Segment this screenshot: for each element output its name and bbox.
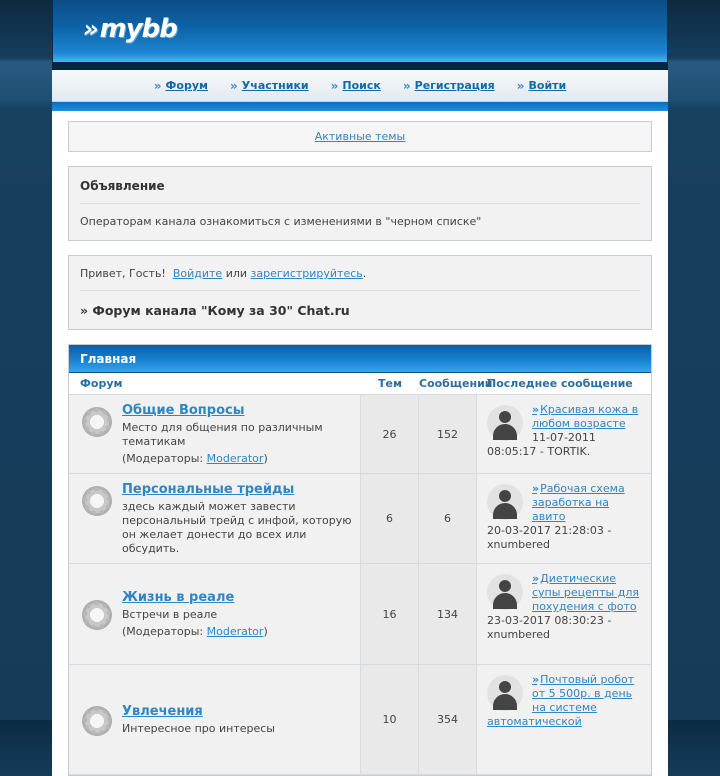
header-divider [52,62,668,70]
post-count: 152 [419,395,477,473]
nav-item-search[interactable] [331,79,381,93]
double-chevron-icon: » [532,482,538,495]
double-chevron-icon: » [230,78,236,93]
last-post-meta: 23-03-2017 08:30:23 - xnumbered [487,614,612,641]
announcement-title: Объявление [80,179,165,193]
nav-item-login[interactable] [517,79,567,93]
forum-status-icon [80,484,114,518]
double-chevron-icon: » [532,403,538,416]
avatar[interactable] [487,405,523,441]
divider [80,203,640,204]
breadcrumb: » Форум канала "Кому за 30" Chat.ru [80,303,350,318]
last-post-meta: 11-07-2011 08:05:17 - TORTIK. [487,431,596,458]
col-threads: Тем [378,377,402,390]
moderator-link[interactable]: Moderator [206,625,264,638]
last-post-meta: 20-03-2017 21:28:03 - xnumbered [487,524,612,551]
site-header [52,0,668,62]
main-content [52,111,668,776]
login-link[interactable]: Войдите [172,267,223,280]
forum-status-icon [80,598,114,632]
forum-cell [69,395,361,473]
post-count: 134 [419,564,477,664]
announcement-box [68,166,652,241]
double-chevron-icon: » [516,78,523,93]
double-chevron-icon: » [532,673,538,686]
forum-moderators [122,452,352,465]
forum-description: Место для общения по различным тематикам [122,421,323,448]
forum-cell [69,665,361,774]
last-post-cell [477,665,651,774]
post-count: 354 [419,665,477,774]
forum-status-icon [80,405,114,439]
col-posts: Сообщений [419,377,493,390]
table-row [69,474,651,564]
announcement-text: Операторам канала ознакомиться с изменениями в "черном списке" [80,215,482,228]
last-post-cell [477,474,651,563]
or-text: или [225,267,248,280]
forum-cell [69,474,361,563]
nav-label: Участники [241,79,309,92]
thread-count: 10 [361,665,419,774]
double-chevron-icon: » [330,78,337,93]
nav-item-members[interactable] [230,79,309,93]
mods-prefix: (Модераторы: [122,625,207,638]
nav-label: Регистрация [414,79,495,92]
mods-suffix: ) [263,452,268,465]
welcome-box [68,255,652,330]
greeting-text: Привет, Гость! [80,267,166,280]
category-title[interactable]: Главная [69,345,651,373]
forum-description: здесь каждый может завести персональный трейд с инфой, которую он желает донести до всех или обсудить. [122,500,352,555]
page-background-left [0,0,52,720]
logo-arrows-icon: » [83,15,98,43]
forum-title-link[interactable]: Жизнь в реале [122,590,235,605]
last-post-title: Красивая кожа в любом возрасте [532,403,639,430]
last-post-cell [477,564,651,664]
page-background-right [668,0,720,720]
table-row [69,665,651,775]
last-post-link[interactable] [532,572,639,613]
mods-suffix: ) [263,625,268,638]
active-topics-link[interactable]: Активные темы [314,130,406,143]
nav-item-forum[interactable] [154,79,208,93]
nav-label: Поиск [342,79,381,92]
double-chevron-icon: » [532,572,538,585]
nav-underbar [52,102,668,111]
last-post-link[interactable] [532,403,638,430]
main-navigation [52,70,668,102]
thread-count: 26 [361,395,419,473]
active-topics-box [68,121,652,152]
forum-moderators [122,625,352,638]
table-row [69,564,651,665]
avatar[interactable] [487,484,523,520]
thread-count: 6 [361,474,419,563]
table-row [69,395,651,474]
forum-title-link[interactable]: Общие Вопросы [122,403,245,418]
col-forum: Форум [80,377,123,390]
site-logo[interactable] [83,14,177,44]
double-chevron-icon: » [153,78,160,93]
divider [80,290,640,291]
nav-label: Войти [528,79,567,92]
col-last-post: Последнее сообщение [487,377,633,390]
thread-count: 16 [361,564,419,664]
forum-title-link[interactable]: Увлечения [122,703,203,719]
forum-status-icon [80,704,114,738]
forum-title-link[interactable]: Персональные трейды [122,482,295,497]
page-container [52,0,668,735]
period-text: . [362,267,367,280]
last-post-title: Рабочая схема заработка на авито [532,482,625,523]
last-post-title: Почтовый робот от 5 500р. в день на системе автоматической [487,673,635,728]
last-post-cell [477,395,651,473]
forum-cell [69,564,361,664]
double-chevron-icon: » [402,78,409,93]
register-link[interactable]: зарегистрируйтесь [250,267,363,280]
avatar[interactable] [487,675,523,711]
mods-prefix: (Модераторы: [122,452,207,465]
avatar[interactable] [487,574,523,610]
logo-text: mybb [99,14,177,44]
forum-category-table [68,344,652,776]
nav-item-register[interactable] [403,79,495,93]
forum-description: Интересное про интересы [122,721,275,735]
moderator-link[interactable]: Moderator [206,452,264,465]
last-post-title: Диетические супы рецепты для похудения с фото [532,572,639,613]
column-headers [69,373,651,395]
post-count: 6 [419,474,477,563]
guest-greeting [80,267,640,280]
nav-label: Форум [165,79,209,92]
forum-description: Встречи в реале [122,608,218,621]
last-post-link[interactable] [532,482,625,523]
